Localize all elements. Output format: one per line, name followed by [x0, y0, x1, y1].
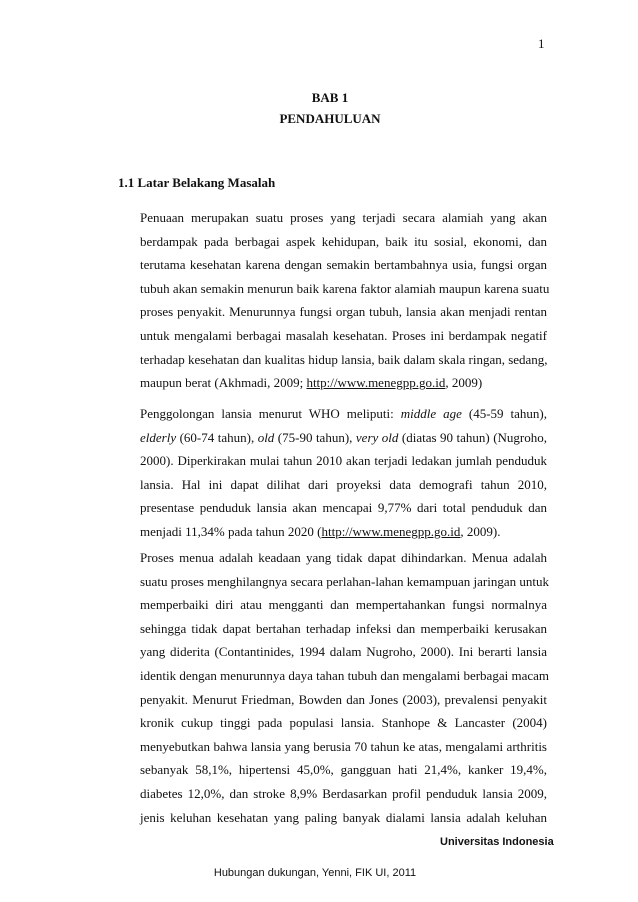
italic-term: middle age: [400, 406, 462, 421]
text-segment: (diatas 90 tahun) (Nugroho,: [398, 429, 548, 445]
reference-link[interactable]: http://www.menegpp.go.id: [321, 523, 461, 539]
text-line: 2000). Diperkirakan mulai tahun 2010 akan terjadi ledakan jumlah penduduk: [140, 453, 547, 469]
text-line: untuk mengalami berbagai masalah kesehatan. Proses ini berdampak negatif: [140, 327, 547, 343]
text-line: menyebutkan bahwa lansia yang berusia 70 tahun ke atas, mengalami arthritis: [140, 738, 547, 754]
text-line: Penuaan merupakan suatu proses yang terjadi secara alamiah yang akan: [140, 210, 547, 225]
text-line: [140, 520, 547, 544]
text-segment: (45-59 tahun),: [461, 406, 548, 421]
italic-term: elderly: [140, 429, 177, 445]
text-segment: (75-90 tahun),: [274, 429, 356, 445]
paragraph-who-classification: [140, 402, 547, 544]
text-line: diabetes 12,0%, dan stroke 8,9% Berdasarkan profil penduduk lansia 2009,: [140, 785, 547, 801]
text-line: terutama kesehatan karena dengan semakin bertambahnya usia, fungsi organ: [140, 257, 547, 273]
footer-university: Universitas Indonesia: [440, 836, 554, 848]
text-segment: (60-74 tahun),: [176, 429, 258, 445]
citation-text: , 2009): [445, 375, 483, 391]
chapter-title: PENDAHULUAN: [279, 111, 381, 126]
footer-caption: Hubungan dukungan, Yenni, FIK UI, 2011: [213, 867, 417, 879]
text-line: yang diderita (Contantinides, 1994 dalam Nugroho, 2000). Ini berarti lansia: [140, 644, 547, 660]
italic-term: very old: [355, 429, 399, 445]
text-line: [140, 371, 547, 395]
text-line: jenis keluhan kesehatan yang paling banyak dialami lansia adalah keluhan: [140, 809, 547, 825]
section-heading: 1.1 Latar Belakang Masalah: [118, 175, 276, 190]
text-line: suatu proses menghilangnya secara perlahan-lahan kemampuan jaringan untuk: [140, 573, 549, 589]
text-line: terhadap kesehatan dan kualitas hidup lansia, baik dalam skala ringan, sedang,: [140, 351, 548, 367]
italic-term: old: [257, 429, 275, 445]
paragraph-aging-disease: [140, 546, 547, 829]
text-segment: Penggolongan lansia menurut WHO meliputi:: [140, 406, 401, 421]
text-line: sebanyak 58,1%, hipertensi 45,0%, gangguan hati 21,4%, kanker 19,4%,: [140, 762, 547, 778]
text-line: penyakit. Menurut Friedman, Bowden dan Jones (2003), prevalensi penyakit: [140, 691, 547, 707]
text-line: memperbaiki diri atau mengganti dan mempertahankan fungsi normalnya: [140, 597, 547, 613]
text-line: [140, 426, 547, 450]
chapter-label: BAB 1: [311, 90, 349, 105]
text-line: presentase penduduk lansia akan mencapai 9,77% dari total penduduk dan: [140, 500, 547, 516]
text-line: berdampak pada berbagai aspek kehidupan, baik itu sosial, ekonomi, dan: [140, 233, 547, 249]
text-line: Proses menua adalah keadaan yang tidak dapat dihindarkan. Menua adalah: [140, 550, 547, 565]
text-line: lansia. Hal ini dapat dilihat dari proyeksi data demografi tahun 2010,: [140, 476, 547, 492]
citation-text: , 2009).: [460, 523, 501, 539]
text-line: [140, 402, 547, 426]
text-line: tubuh akan semakin menurun baik karena faktor alamiah maupun karena suatu: [140, 280, 550, 296]
citation-text: menjadi 11,34% pada tahun 2020 (: [140, 523, 322, 539]
text-line: proses penyakit. Menurunnya fungsi organ tubuh, lansia akan menjadi rentan: [140, 304, 547, 320]
text-line: kronik cukup tinggi pada populasi lansia. Stanhope & Lancaster (2004): [140, 715, 547, 731]
text-line: identik dengan menurunnya daya tahan tubuh dan mengalami berbagai macam: [140, 667, 549, 683]
reference-link[interactable]: http://www.menegpp.go.id: [306, 375, 446, 391]
page-number: 1: [538, 36, 545, 51]
text-line: sehingga tidak dapat bertahan terhadap infeksi dan memperbaiki kerusakan: [140, 620, 547, 636]
paragraph-aging-process: [140, 206, 550, 395]
citation-text: maupun berat (Akhmadi, 2009;: [140, 375, 307, 391]
